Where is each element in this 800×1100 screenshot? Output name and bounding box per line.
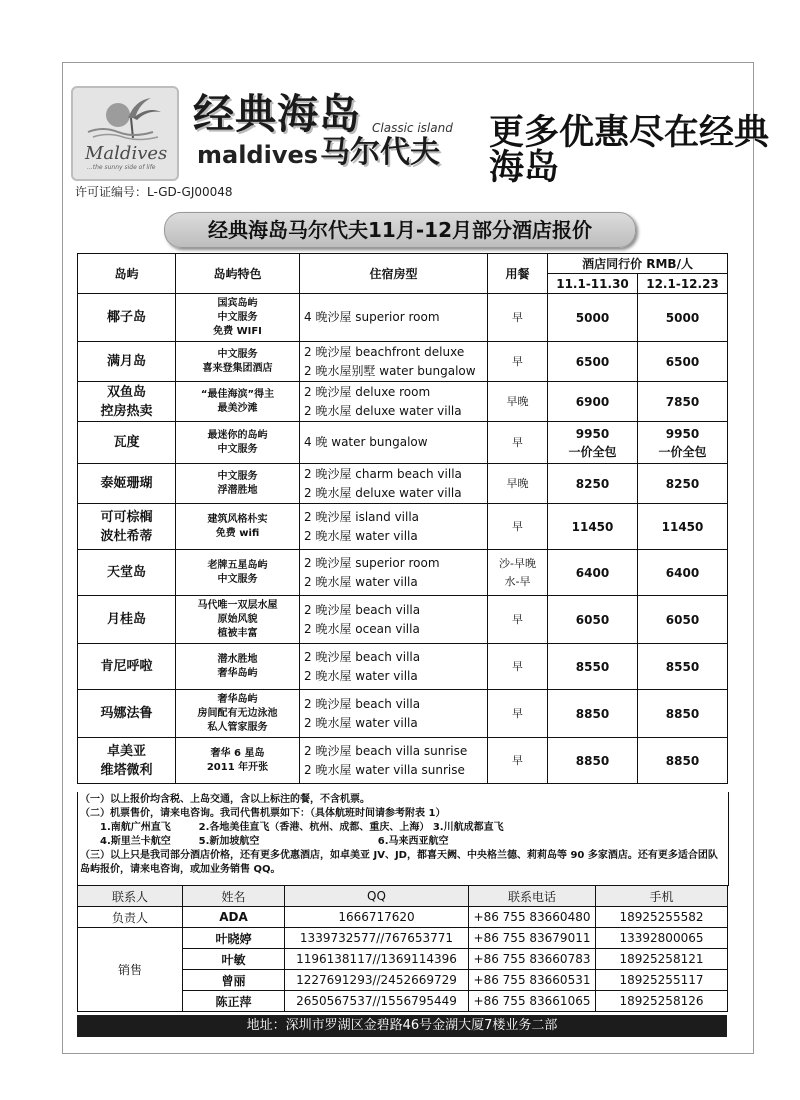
brand-maldives-cn: 马尔代夫: [320, 135, 440, 170]
price-row: [78, 342, 728, 382]
header-island: 岛屿: [78, 254, 176, 294]
room-type: 2 晚沙屋 island villa: [304, 509, 420, 524]
room-type: 2 晚水屋 water villa: [304, 574, 418, 589]
price-period-2: 8250: [665, 476, 700, 491]
meal-plan-cell: [488, 644, 548, 690]
island-name: 控房热卖: [100, 403, 153, 419]
island-name: 月桂岛: [106, 612, 146, 627]
price-period-2-cell: [638, 738, 728, 784]
room-type-cell: [300, 422, 488, 464]
contact-qq: 1227691293//2452669729: [285, 970, 469, 991]
room-type: 2 晚水屋 water villa: [304, 715, 418, 730]
price-period-1: 8850: [575, 753, 610, 768]
island-feature: 马代唯一双层水屋: [197, 599, 278, 611]
price-period-1-cell: [548, 294, 638, 342]
note-3: （三）以上只是我司部分酒店价格，还有更多优惠酒店，如卓美亚 JV、JD，都喜天阙、中央格兰德、莉莉岛等 90 多家酒店。还有更多适合团队岛屿报价，请来电咨询，或加业务销售 QQ。: [80, 850, 718, 875]
address-footer: 地址：深圳市罗湖区金碧路46号金湖大厦7楼业务二部: [77, 1015, 727, 1037]
price-period-2: 5000: [665, 310, 700, 325]
island-name: 满月岛: [106, 354, 146, 369]
room-type-cell: [300, 382, 488, 422]
header-price-group: 酒店同行价 RMB/人: [548, 254, 728, 274]
island-name-cell: [78, 504, 176, 550]
contact-phone: +86 755 83679011: [469, 928, 596, 949]
price-period-1: 6050: [575, 612, 610, 627]
price-period-2-cell: [638, 342, 728, 382]
contact-mobile: 18925255582: [596, 907, 728, 928]
price-period-2: 7850: [665, 394, 700, 409]
brand-title-en: Classic island: [372, 121, 453, 135]
price-period-1-cell: [548, 690, 638, 738]
role-manager: 负责人: [78, 907, 183, 928]
room-type-cell: [300, 550, 488, 596]
note-2-airlines-b: 4.斯里兰卡航空 5.新加坡航空 6.马来西亚航空: [100, 836, 449, 847]
header-period-1: 11.1-11.30: [548, 274, 638, 294]
room-type: 2 晚沙屋 charm beach villa: [304, 466, 462, 481]
room-type: 2 晚沙屋 beachfront deluxe: [304, 344, 465, 359]
room-type: 2 晚沙屋 beach villa sunrise: [304, 743, 468, 758]
room-type: 4 晚 water bungalow: [304, 435, 428, 449]
room-type: 2 晚水屋 water villa sunrise: [304, 762, 465, 777]
island-feature-cell: [176, 550, 300, 596]
meal-plan-cell: [488, 382, 548, 422]
room-type: 2 晚水屋别墅 water bungalow: [304, 363, 476, 378]
room-type: 2 晚水屋 deluxe water villa: [304, 485, 462, 500]
island-name-cell: [78, 294, 176, 342]
price-list-title: 经典海岛马尔代夫11月-12月部分酒店报价: [164, 212, 636, 248]
island-feature: 最迷你的岛屿: [207, 429, 268, 441]
price-period-2: 6400: [665, 565, 700, 580]
island-name: 玛娜法鲁: [100, 706, 153, 721]
price-period-1-cell: [548, 644, 638, 690]
price-period-2: 8850: [665, 753, 700, 768]
island-feature: 免费 wifi: [215, 527, 260, 539]
island-feature: 建筑风格朴实: [207, 513, 268, 525]
notes-box: [77, 792, 729, 886]
license-number: 许可证编号：L-GD-GJ00048: [75, 185, 233, 199]
price-period-2: 9950: [665, 426, 700, 441]
sun-palm-icon: [73, 88, 173, 143]
price-period-2: 6500: [665, 354, 700, 369]
contacts-header-name: 姓名: [183, 886, 285, 907]
island-name: 椰子岛: [106, 310, 146, 325]
meal-plan-cell: [488, 738, 548, 784]
island-feature: 潜水胜地: [217, 653, 258, 665]
header-room: 住宿房型: [300, 254, 488, 294]
island-feature: 奢华岛屿: [217, 667, 258, 679]
island-feature: 最美沙滩: [217, 402, 258, 414]
price-period-1-cell: [548, 550, 638, 596]
island-name: 泰姬珊瑚: [100, 476, 153, 491]
price-period-2-cell: [638, 596, 728, 644]
price-row: [78, 596, 728, 644]
meal-plan: 早晚: [506, 394, 529, 408]
price-period-2: 11450: [661, 519, 704, 534]
island-name-cell: [78, 342, 176, 382]
meal-plan: 早: [512, 435, 523, 449]
room-type: 2 晚沙屋 beach villa: [304, 696, 421, 711]
price-row: [78, 690, 728, 738]
island-name: 双鱼岛: [106, 384, 146, 400]
island-name-cell: [78, 738, 176, 784]
room-type: 2 晚沙屋 deluxe room: [304, 384, 431, 399]
room-type: 2 晚水屋 water villa: [304, 668, 418, 683]
island-feature: 植被丰富: [217, 627, 258, 639]
island-feature-cell: [176, 422, 300, 464]
meal-plan: 早: [512, 753, 523, 767]
note-2-airlines-a: 1.南航广州直飞 2.各地美佳直飞（香港、杭州、成都、重庆、上海） 3.川航成都直飞: [100, 822, 504, 833]
price-period-2: 8850: [665, 706, 700, 721]
price-period-1-cell: [548, 596, 638, 644]
island-feature-cell: [176, 738, 300, 784]
brand-maldives-en: maldives: [197, 141, 319, 169]
contact-name: 叶晓婷: [183, 928, 285, 949]
contact-name: ADA: [183, 907, 285, 928]
island-name-cell: [78, 550, 176, 596]
island-feature-cell: [176, 644, 300, 690]
contact-mobile: 18925258121: [596, 949, 728, 970]
slogan: 更多优惠尽在经典海岛: [489, 113, 770, 188]
meal-plan-cell: [488, 690, 548, 738]
room-type-cell: [300, 644, 488, 690]
price-period-1: 9950: [575, 426, 610, 441]
meal-plan: 沙-早晚: [499, 556, 536, 570]
room-type: 2 晚沙屋 beach villa: [304, 602, 421, 617]
price-row: [78, 738, 728, 784]
room-type-cell: [300, 596, 488, 644]
price-period-2-cell: [638, 382, 728, 422]
meal-plan-cell: [488, 294, 548, 342]
price-period-2-cell: [638, 294, 728, 342]
island-name: 肯尼呼啦: [100, 659, 153, 674]
price-row: [78, 504, 728, 550]
contact-qq: 1666717620: [285, 907, 469, 928]
room-type: 2 晚水屋 deluxe water villa: [304, 403, 462, 418]
price-period-1-cell: [548, 504, 638, 550]
price-period-1: 一价全包: [568, 444, 617, 459]
meal-plan: 早: [512, 612, 523, 626]
island-feature: 房间配有无边泳池: [197, 707, 278, 719]
price-period-2-cell: [638, 550, 728, 596]
price-period-1: 8550: [575, 659, 610, 674]
price-row: [78, 294, 728, 342]
meal-plan-cell: [488, 504, 548, 550]
island-feature: 私人管家服务: [207, 721, 268, 733]
header-meal: 用餐: [488, 254, 548, 294]
island-name: 维塔微利: [100, 762, 153, 778]
island-feature: 中文服务: [217, 348, 258, 360]
room-type: 2 晚水屋 ocean villa: [304, 621, 420, 636]
header-period-2: 12.1-12.23: [638, 274, 728, 294]
meal-plan-cell: [488, 596, 548, 644]
logo-slogan: ...the sunny side of life: [87, 164, 156, 171]
island-feature-cell: [176, 504, 300, 550]
meal-plan-cell: [488, 550, 548, 596]
price-period-1: 11450: [571, 519, 614, 534]
island-name-cell: [78, 464, 176, 504]
header-feature: 岛屿特色: [176, 254, 300, 294]
room-type-cell: [300, 504, 488, 550]
price-period-2: 6050: [665, 612, 700, 627]
room-type-cell: [300, 464, 488, 504]
island-feature: 国宾岛屿: [217, 297, 258, 309]
room-type-cell: [300, 690, 488, 738]
contact-qq: 2650567537//1556795449: [285, 991, 469, 1012]
contacts-header-phone: 联系电话: [469, 886, 596, 907]
island-feature: 原始风貌: [217, 613, 258, 625]
island-feature: 中文服务: [217, 470, 258, 482]
price-period-2-cell: [638, 644, 728, 690]
price-period-1: 6500: [575, 354, 610, 369]
island-feature: 免费 WIFI: [213, 325, 262, 337]
contact-name: 陈正萍: [183, 991, 285, 1012]
island-feature: 中文服务: [217, 573, 258, 585]
island-feature: 老牌五星岛屿: [207, 559, 268, 571]
price-row: [78, 464, 728, 504]
note-2: （二）机票售价，请来电咨询。我司代售机票如下：（具体航班时间请参考附表 1）: [80, 808, 446, 819]
contact-qq: 1339732577//767653771: [285, 928, 469, 949]
room-type-cell: [300, 738, 488, 784]
contacts-header-qq: QQ: [285, 886, 469, 907]
contacts-table: [77, 885, 728, 1012]
room-type-cell: [300, 294, 488, 342]
island-feature: 奢华 6 星岛: [210, 747, 265, 759]
price-period-1-cell: [548, 738, 638, 784]
island-name-cell: [78, 596, 176, 644]
room-type: 4 晚沙屋 superior room: [304, 310, 440, 324]
brand-title-cn: 经典海岛: [193, 90, 361, 138]
island-name: 卓美亚: [106, 743, 146, 759]
role-sales: 销售: [78, 928, 183, 1012]
price-period-2-cell: [638, 422, 728, 464]
contact-phone: +86 755 83661065: [469, 991, 596, 1012]
price-period-2-cell: [638, 464, 728, 504]
island-feature: 中文服务: [217, 311, 258, 323]
meal-plan-cell: [488, 342, 548, 382]
price-period-1-cell: [548, 382, 638, 422]
price-row: [78, 644, 728, 690]
price-period-2: 一价全包: [658, 444, 707, 459]
price-period-2-cell: [638, 690, 728, 738]
island-name: 天堂岛: [106, 565, 146, 580]
island-feature: 中文服务: [217, 443, 258, 455]
price-period-1: 5000: [575, 310, 610, 325]
contact-phone: +86 755 83660783: [469, 949, 596, 970]
price-row: [78, 382, 728, 422]
meal-plan: 早: [512, 354, 523, 368]
contact-mobile: 13392800065: [596, 928, 728, 949]
contact-mobile: 18925258126: [596, 991, 728, 1012]
price-period-1: 8250: [575, 476, 610, 491]
meal-plan-cell: [488, 464, 548, 504]
island-name-cell: [78, 644, 176, 690]
meal-plan: 早: [512, 310, 523, 324]
island-name: 波杜希蒂: [100, 528, 153, 544]
price-period-1-cell: [548, 342, 638, 382]
price-row: [78, 422, 728, 464]
room-type: 2 晚沙屋 beach villa: [304, 649, 421, 664]
price-period-1: 6900: [575, 394, 610, 409]
price-period-1-cell: [548, 464, 638, 504]
contact-name: 曾丽: [183, 970, 285, 991]
island-name-cell: [78, 382, 176, 422]
meal-plan-cell: [488, 422, 548, 464]
island-name: 瓦度: [113, 435, 140, 450]
island-feature: 2011 年开张: [206, 761, 269, 773]
contact-mobile: 18925255117: [596, 970, 728, 991]
island-feature-cell: [176, 382, 300, 422]
contact-phone: +86 755 83660531: [469, 970, 596, 991]
contacts-header-role: 联系人: [78, 886, 183, 907]
meal-plan: 早: [512, 659, 523, 673]
room-type-cell: [300, 342, 488, 382]
meal-plan: 早晚: [506, 476, 529, 490]
price-table: [77, 253, 728, 784]
price-row: [78, 550, 728, 596]
island-feature-cell: [176, 464, 300, 504]
contact-name: 叶敏: [183, 949, 285, 970]
contact-phone: +86 755 83660480: [469, 907, 596, 928]
island-feature-cell: [176, 596, 300, 644]
contacts-header-mobile: 手机: [596, 886, 728, 907]
island-feature: 喜来登集团酒店: [202, 362, 273, 374]
island-name-cell: [78, 690, 176, 738]
island-feature: 奢华岛屿: [217, 693, 258, 705]
meal-plan: 早: [512, 519, 523, 533]
note-1: （一）以上报价均含税、上岛交通，含以上标注的餐，不含机票。: [80, 794, 370, 805]
island-feature-cell: [176, 690, 300, 738]
price-period-2: 8550: [665, 659, 700, 674]
meal-plan: 水-早: [504, 574, 531, 588]
island-feature: “最佳海滨”得主: [200, 388, 275, 400]
price-period-2-cell: [638, 504, 728, 550]
price-period-1-cell: [548, 422, 638, 464]
island-feature: 浮潜胜地: [217, 484, 258, 496]
contact-qq: 1196138117//1369114396: [285, 949, 469, 970]
island-feature-cell: [176, 294, 300, 342]
island-name-cell: [78, 422, 176, 464]
maldives-logo: [71, 86, 179, 181]
island-feature-cell: [176, 342, 300, 382]
logo-text: Maldives: [85, 143, 168, 164]
room-type: 2 晚沙屋 superior room: [304, 555, 440, 570]
price-period-1: 6400: [575, 565, 610, 580]
room-type: 2 晚水屋 water villa: [304, 528, 418, 543]
price-period-1: 8850: [575, 706, 610, 721]
meal-plan: 早: [512, 706, 523, 720]
island-name: 可可棕榈: [100, 509, 153, 525]
